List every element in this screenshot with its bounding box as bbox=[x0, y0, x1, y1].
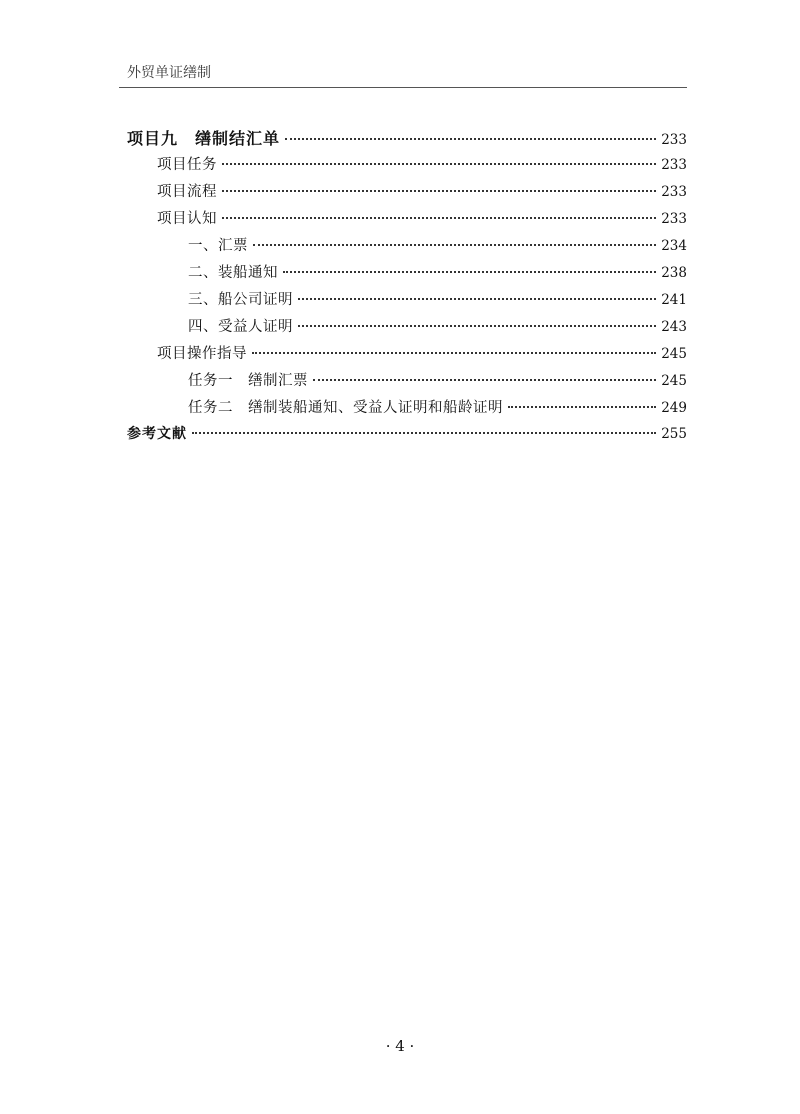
toc-entry[interactable] bbox=[157, 180, 687, 204]
toc-leader-dots bbox=[253, 244, 656, 246]
toc-leader-dots bbox=[298, 298, 656, 300]
running-header: 外贸单证缮制 bbox=[127, 65, 211, 81]
toc-entry-page: 249 bbox=[661, 400, 687, 416]
page-number: · 4 · bbox=[385, 1037, 415, 1055]
toc-leader-dots bbox=[508, 406, 656, 408]
toc-entry-page: 233 bbox=[661, 211, 687, 227]
header-rule bbox=[119, 87, 687, 88]
toc-leader-dots bbox=[222, 217, 656, 219]
toc-entry-page: 234 bbox=[661, 238, 687, 254]
toc-entry-page: 243 bbox=[661, 319, 687, 335]
toc-entry-title: 三、船公司证明 bbox=[188, 292, 293, 308]
toc-leader-dots bbox=[222, 190, 656, 192]
toc-entry-page: 238 bbox=[661, 265, 687, 281]
toc-leader-dots bbox=[192, 432, 656, 434]
toc-entry[interactable] bbox=[188, 369, 687, 393]
toc-entry-title: 任务一 缮制汇票 bbox=[188, 373, 308, 389]
toc-entry[interactable] bbox=[127, 126, 687, 150]
toc-entry[interactable] bbox=[157, 153, 687, 177]
toc-entry-title: 项目认知 bbox=[157, 211, 217, 227]
toc-entry-title: 项目操作指导 bbox=[157, 346, 247, 362]
toc-entry[interactable] bbox=[188, 315, 687, 339]
toc-entry[interactable] bbox=[188, 288, 687, 312]
toc-leader-dots bbox=[252, 352, 656, 354]
toc-leader-dots bbox=[298, 325, 656, 327]
toc-entry-title: 项目任务 bbox=[157, 157, 217, 173]
toc-entry-title: 项目流程 bbox=[157, 184, 217, 200]
toc-entry-page: 245 bbox=[661, 346, 687, 362]
toc-entry-title: 项目九 缮制结汇单 bbox=[127, 129, 281, 148]
toc-entry[interactable] bbox=[157, 342, 687, 366]
toc-entry-page: 245 bbox=[661, 373, 687, 389]
toc-leader-dots bbox=[283, 271, 656, 273]
toc-entry[interactable] bbox=[188, 396, 687, 420]
toc-entry-page: 233 bbox=[661, 157, 687, 173]
toc-leader-dots bbox=[313, 379, 656, 381]
toc-entry-page: 241 bbox=[661, 292, 687, 308]
toc-entry[interactable] bbox=[157, 207, 687, 231]
toc-entry-page: 255 bbox=[661, 426, 687, 442]
toc-entry-title: 二、装船通知 bbox=[188, 265, 278, 281]
toc-leader-dots bbox=[222, 163, 656, 165]
toc-entry-title: 四、受益人证明 bbox=[188, 319, 293, 335]
toc-entry-page: 233 bbox=[661, 132, 687, 148]
toc-leader-dots bbox=[285, 138, 656, 140]
toc-entry-title: 一、汇票 bbox=[188, 238, 248, 254]
toc-entry-title: 任务二 缮制装船通知、受益人证明和船龄证明 bbox=[188, 400, 503, 416]
toc-entry[interactable] bbox=[188, 261, 687, 285]
toc-entry-page: 233 bbox=[661, 184, 687, 200]
toc-entry[interactable] bbox=[188, 234, 687, 258]
toc-entry-title: 参考文献 bbox=[127, 426, 187, 442]
toc-entry[interactable] bbox=[127, 423, 687, 447]
